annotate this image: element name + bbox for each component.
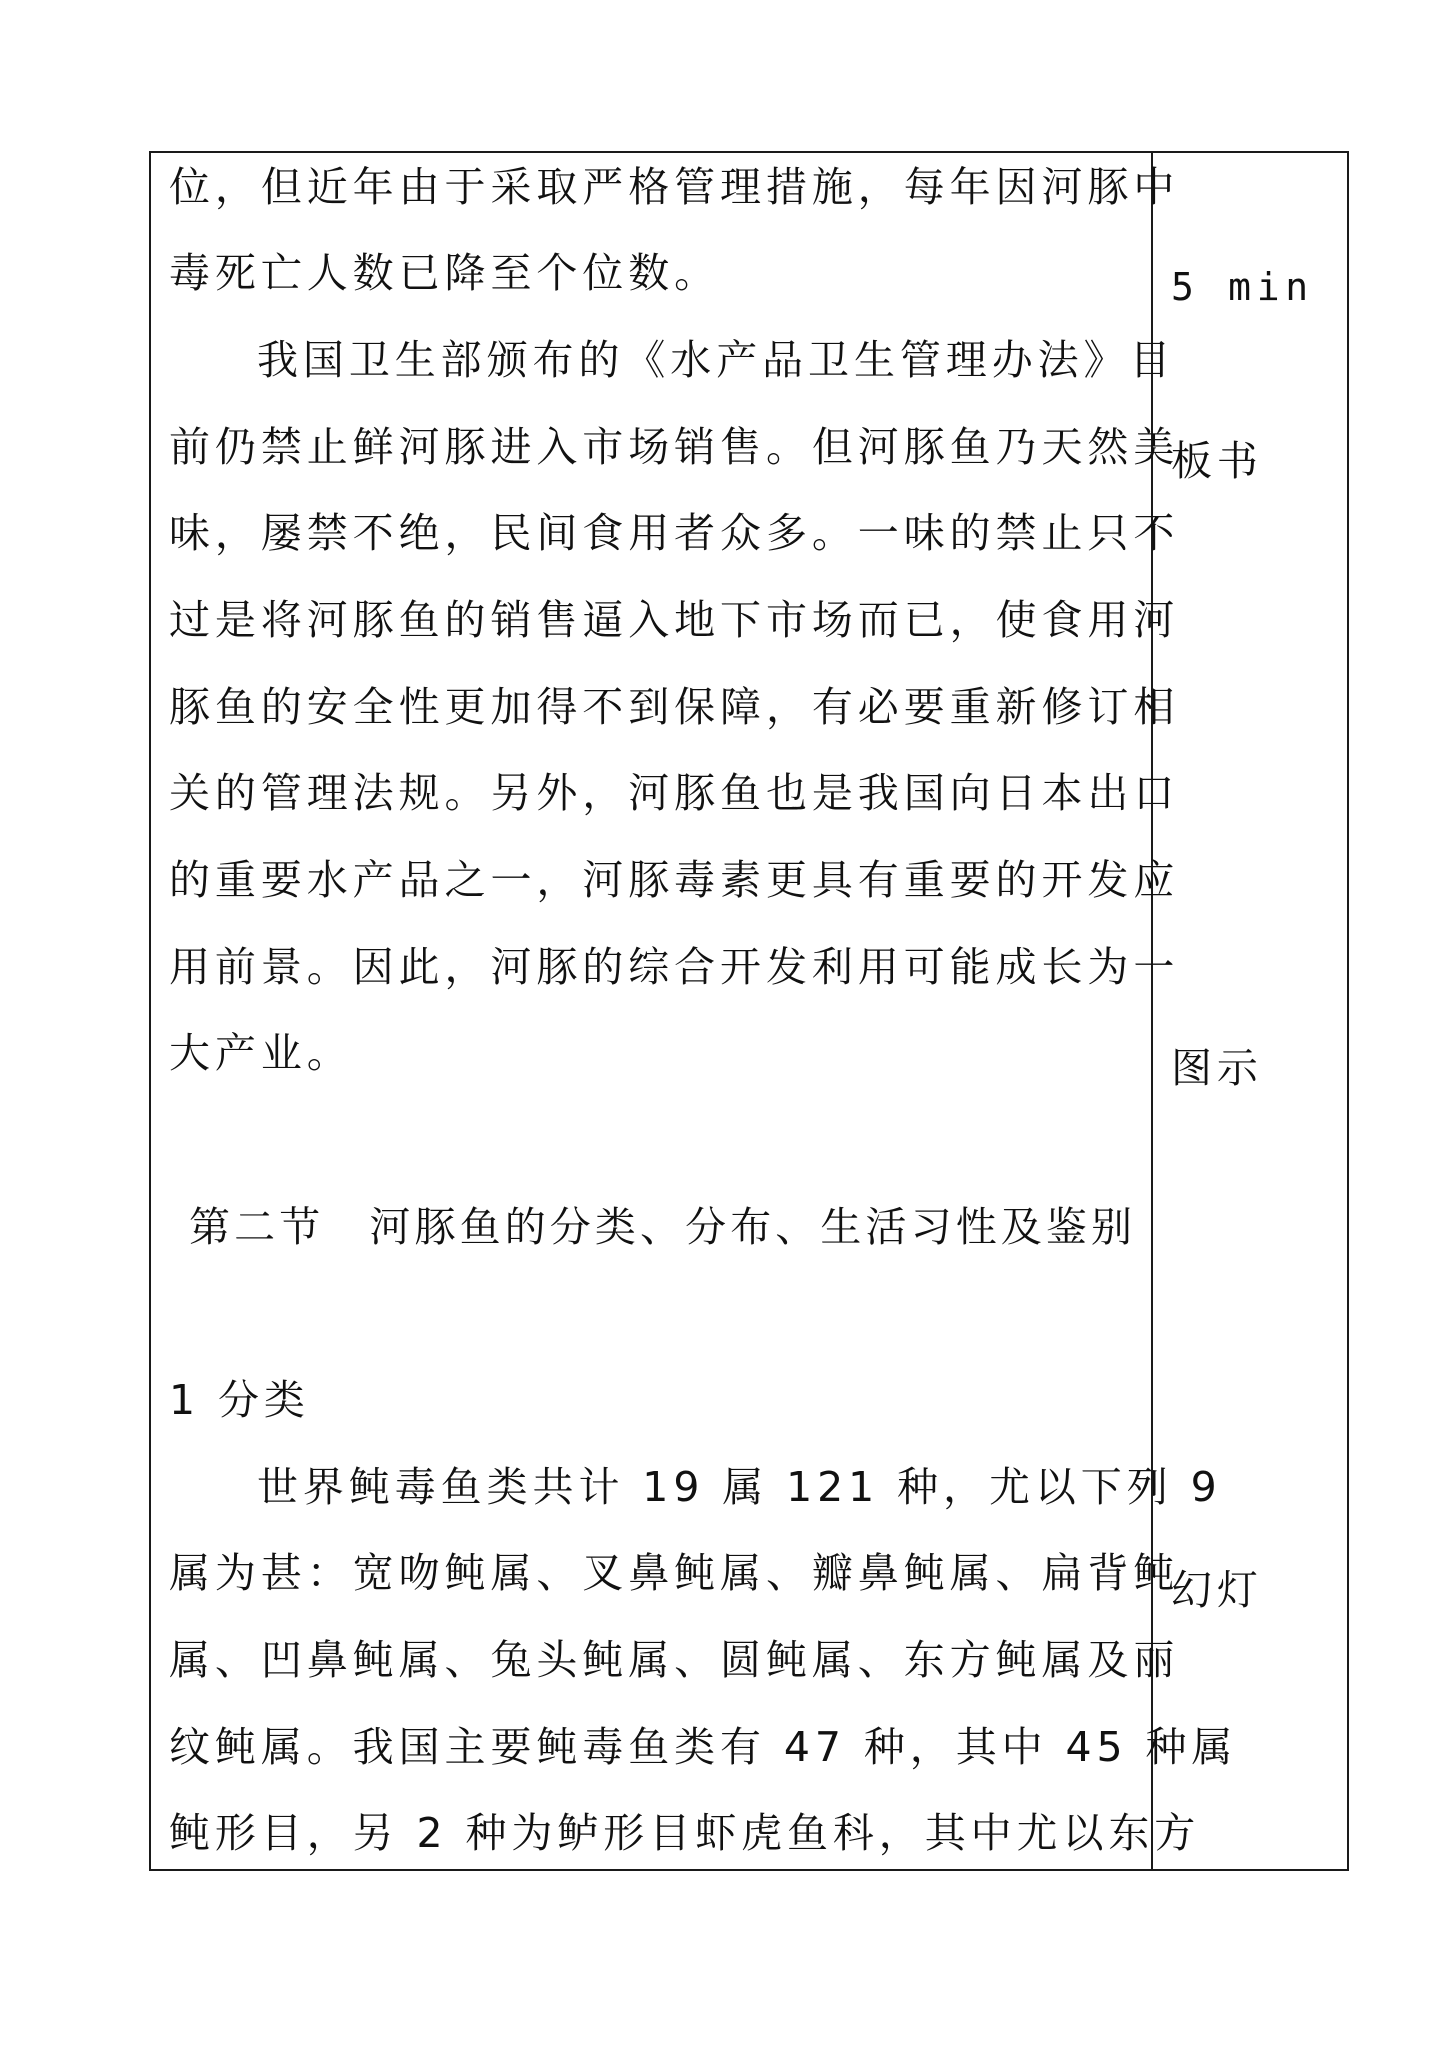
- text-line: 用前景。因此，河豚的综合开发利用可能成长为一: [169, 943, 1180, 991]
- text-line: 豚鱼的安全性更加得不到保障，有必要重新修订相: [169, 683, 1180, 731]
- time-note: 5 min: [1171, 265, 1314, 309]
- column-divider: [1151, 153, 1153, 1869]
- lesson-table: [149, 151, 1349, 1871]
- method-note-diagram: 图示: [1171, 1044, 1263, 1092]
- text-line: 世界鲀毒鱼类共计 19 属 121 种，尤以下列 9: [257, 1463, 1222, 1511]
- text-line: 位，但近年由于采取严格管理措施，每年因河豚中: [169, 163, 1180, 211]
- method-note-slides: 幻灯: [1171, 1566, 1263, 1614]
- text-line: 的重要水产品之一，河豚毒素更具有重要的开发应: [169, 856, 1180, 904]
- text-line: 毒死亡人数已降至个位数。: [169, 249, 721, 297]
- method-note-blackboard: 板书: [1171, 437, 1263, 485]
- text-line: 鲀形目，另 2 种为鲈形目虾虎鱼科，其中尤以东方: [169, 1809, 1201, 1857]
- text-line: 关的管理法规。另外，河豚鱼也是我国向日本出口: [169, 769, 1180, 817]
- text-line: 纹鲀属。我国主要鲀毒鱼类有 47 种，其中 45 种属: [169, 1723, 1238, 1771]
- text-line: 前仍禁止鲜河豚进入市场销售。但河豚鱼乃天然美: [169, 423, 1180, 471]
- subsection-heading: 1 分类: [169, 1376, 310, 1424]
- text-line: 过是将河豚鱼的销售逼入地下市场而已，使食用河: [169, 596, 1180, 644]
- text-line: 大产业。: [169, 1029, 353, 1077]
- text-line: 我国卫生部颁布的《水产品卫生管理办法》目: [257, 336, 1176, 384]
- text-line: 味，屡禁不绝，民间食用者众多。一味的禁止只不: [169, 509, 1180, 557]
- text-line: 属为甚：宽吻鲀属、叉鼻鲀属、瓣鼻鲀属、扁背鲀: [169, 1549, 1180, 1597]
- section-heading: 第二节 河豚鱼的分类、分布、生活习性及鉴别: [189, 1203, 1137, 1251]
- text-line: 属、凹鼻鲀属、兔头鲀属、圆鲀属、东方鲀属及丽: [169, 1636, 1180, 1684]
